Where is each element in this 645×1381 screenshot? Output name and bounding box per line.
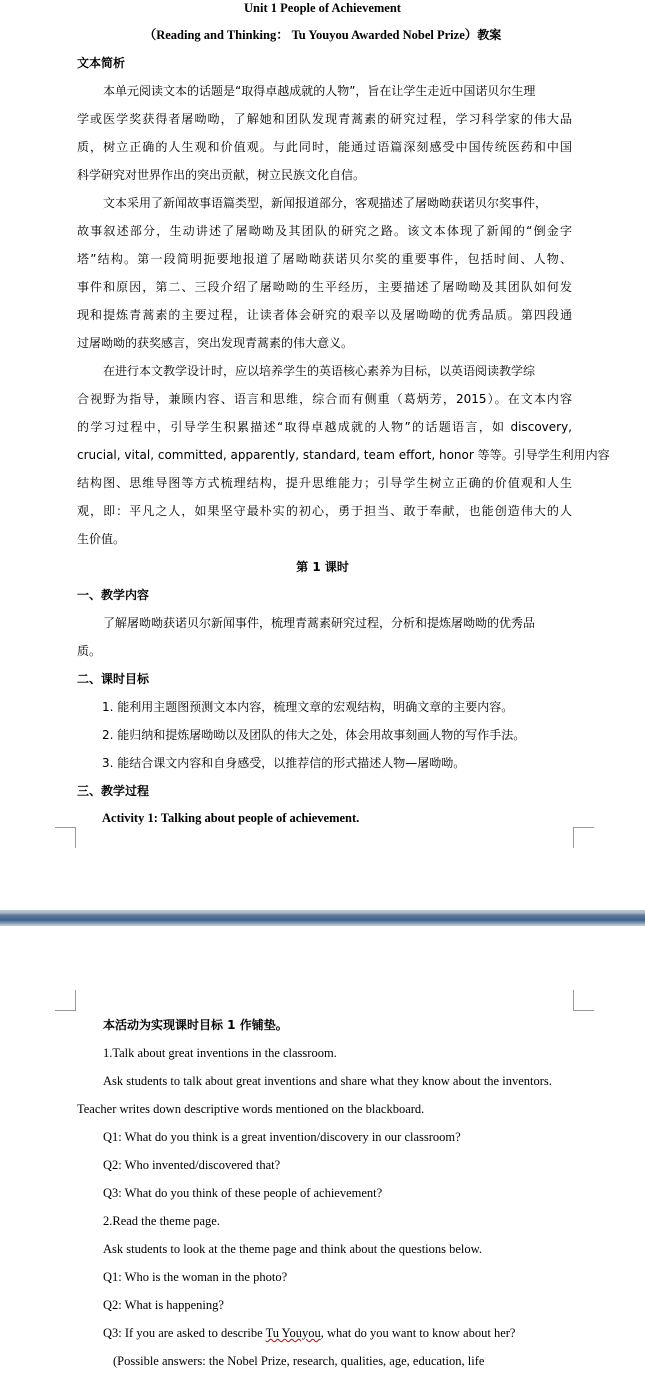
activity-purpose: 本活动为实现课时目标 1 作铺垫。 bbox=[103, 1018, 288, 1032]
crop-mark bbox=[573, 990, 594, 1011]
paragraph-line: 了解屠呦呦获诺贝尔新闻事件，梳理青蒿素研究过程，分析和提炼屠呦呦的优秀品 bbox=[103, 616, 536, 630]
paragraph-line: 质。 bbox=[77, 644, 102, 658]
crop-mark bbox=[55, 827, 76, 848]
paragraph-line: (Possible answers: the Nobel Prize, research, qualities, age, education, life bbox=[113, 1354, 485, 1368]
paragraph-line: 结构图、思维导图等方式梳理结构，提升思维能力；引导学生树立正确的价值观和人生 bbox=[77, 476, 572, 490]
document-page-2 bbox=[0, 926, 645, 1381]
paragraph-line: 现和提炼青蒿素的主要过程，让读者体会研究的艰辛以及屠呦呦的优秀品质。第四段通 bbox=[77, 308, 572, 322]
paragraph-line: 本单元阅读文本的话题是“取得卓越成就的人物”，旨在让学生走近中国诺贝尔生理 bbox=[103, 84, 536, 98]
section-heading-analysis: 文本简析 bbox=[77, 56, 126, 70]
spellcheck-underline: Tu Youyou bbox=[265, 1326, 321, 1340]
paragraph-line: 事件和原因，第二、三段介绍了屠呦呦的生平经历，主要描述了屠呦呦及其团队如何发 bbox=[77, 280, 572, 294]
page-separator bbox=[0, 910, 645, 926]
lesson-title: 第 1 课时 bbox=[296, 560, 349, 574]
goal-item: 2. 能归纳和提炼屠呦呦以及团队的伟大之处，体会用故事刻画人物的写作手法。 bbox=[102, 728, 526, 742]
paragraph-line: 合视野为指导，兼顾内容、语言和思维，综合而有侧重（葛炳芳，2015）。在文本内容 bbox=[77, 392, 572, 406]
goal-item: 3. 能结合课文内容和自身感受，以推荐信的形式描述人物—屠呦呦。 bbox=[102, 756, 466, 770]
question-line: Q2: What is happening? bbox=[103, 1298, 224, 1312]
paragraph-line: 科学研究对世界作出的突出贡献，树立民族文化自信。 bbox=[77, 168, 366, 182]
paragraph-line: 质，树立正确的人生观和价值观。与此同时，能通过语篇深刻感受中国传统医药和中国 bbox=[77, 140, 572, 154]
activity-heading: Activity 1: Talking about people of achievement. bbox=[102, 811, 360, 825]
paragraph-line: Ask students to talk about great inventions and share what they know about the inventors. bbox=[103, 1074, 552, 1088]
question-line: Q3: What do you think of these people of achievement? bbox=[103, 1186, 383, 1200]
question-line: Q2: Who invented/discovered that? bbox=[103, 1158, 281, 1172]
paragraph-line: crucial, vital, committed, apparently, standard, team effort, honor 等等。引导学生利用内容 bbox=[77, 448, 610, 462]
question-line: Q1: What do you think is a great invention/discovery in our classroom? bbox=[103, 1130, 461, 1144]
section-heading-content: 一、教学内容 bbox=[77, 588, 150, 602]
paragraph-line: Ask students to look at the theme page and think about the questions below. bbox=[103, 1242, 482, 1256]
section-heading-goals: 二、课时目标 bbox=[77, 672, 150, 686]
goal-item: 1. 能利用主题图预测文本内容，梳理文章的宏观结构，明确文章的主要内容。 bbox=[102, 700, 514, 714]
question-line: Q3: If you are asked to describe Tu Youyou, what do you want to know about her? bbox=[103, 1326, 516, 1340]
section-heading-process: 三、教学过程 bbox=[77, 784, 150, 798]
document-title: Unit 1 People of Achievement bbox=[244, 1, 401, 15]
paragraph-line: 在进行本文教学设计时，应以培养学生的英语核心素养为目标，以英语阅读教学综 bbox=[103, 364, 536, 378]
paragraph-line: Teacher writes down descriptive words mentioned on the blackboard. bbox=[77, 1102, 425, 1116]
paragraph-line: 观，即：平凡之人，如果坚守最朴实的初心，勇于担当、敢于奉献，也能创造伟大的人 bbox=[77, 504, 572, 518]
paragraph-line: 学或医学奖获得者屠呦呦，了解她和团队发现青蒿素的研究过程，学习科学家的伟大品 bbox=[77, 112, 572, 126]
activity-step: 2.Read the theme page. bbox=[103, 1214, 220, 1228]
crop-mark bbox=[573, 827, 594, 848]
paragraph-line: 生价值。 bbox=[77, 532, 126, 546]
paragraph-line: 故事叙述部分，生动讲述了屠呦呦及其团队的研究之路。该文本体现了新闻的“倒金字 bbox=[77, 224, 572, 238]
paragraph-line: 的学习过程中，引导学生积累描述“取得卓越成就的人物”的话题语言，如 discovery, bbox=[77, 420, 572, 434]
question-line: Q1: Who is the woman in the photo? bbox=[103, 1270, 288, 1284]
paragraph-line: 过屠呦呦的获奖感言，突出发现青蒿素的伟大意义。 bbox=[77, 336, 354, 350]
activity-step: 1.Talk about great inventions in the classroom. bbox=[103, 1046, 337, 1060]
paragraph-line: 文本采用了新闻故事语篇类型，新闻报道部分，客观描述了屠呦呦获诺贝尔奖事件， bbox=[103, 196, 548, 210]
paragraph-line: 塔”结构。第一段简明扼要地报道了屠呦呦获诺贝尔奖的重要事件，包括时间、人物、 bbox=[77, 252, 572, 266]
document-subtitle: （Reading and Thinking： Tu Youyou Awarded Nobel Prize）教案 bbox=[143, 28, 502, 42]
crop-mark bbox=[55, 990, 76, 1011]
